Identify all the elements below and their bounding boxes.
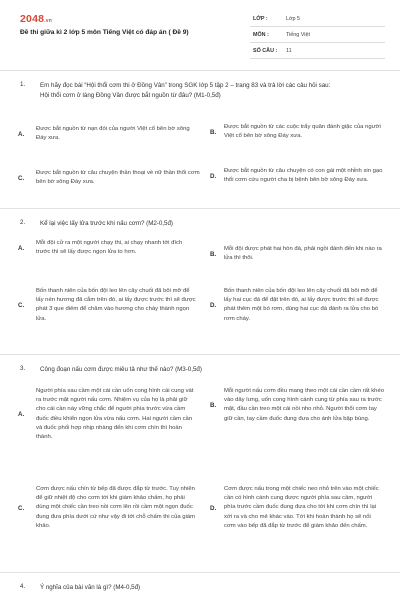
question-text: Kể lại việc lấy lửa trước khi nấu cơm? (M2-0,5đ) — [40, 220, 173, 227]
option-letter: D. — [210, 172, 217, 180]
exam-info-table — [250, 11, 385, 59]
question-2 — [0, 208, 400, 354]
question-number: 2. — [20, 219, 26, 226]
option-b[interactable] — [210, 123, 395, 141]
question-3 — [0, 354, 400, 572]
question-1 — [0, 70, 400, 208]
document-title: Đề thi giữa kì 2 lớp 5 môn Tiếng Việt có đáp án ( Đề 9) — [20, 29, 189, 36]
option-letter: C. — [18, 301, 25, 309]
option-text: Mỗi đội được phát hai hòn đá, phải ngồi đánh đến khi nào ra lửa thì thôi. — [224, 246, 382, 262]
option-a[interactable] — [0, 387, 210, 442]
option-letter: B. — [210, 250, 217, 258]
option-text: Được bắt nguồn từ các cuộc trẩy quân đánh giặc của người Việt cổ bên bờ sông Đáy xưa. — [224, 124, 381, 140]
option-d[interactable] — [210, 485, 395, 531]
option-text: Bốn thanh niên của bốn đội leo lên cây chuối đã bôi mỡ để lấy hai cục đá để đặt trên đó, ai lấy được trước thì sẽ được phát thêm một bó rơm, dùng hai cục đá đánh ra lửa cho bó rơm cháy. — [224, 288, 379, 322]
info-value: 11 — [286, 47, 292, 54]
question-header — [20, 219, 385, 229]
option-letter: A. — [18, 130, 25, 138]
option-c[interactable] — [0, 287, 210, 324]
question-4 — [0, 572, 400, 600]
option-text: Được bắt nguồn từ câu chuyện thần thoại về nữ thần thổi cơm bên bờ sông Đáy xưa. — [36, 170, 200, 186]
question-text: Công đoạn nấu cơm được miêu tả như thế nào? (M3-0,5đ) — [40, 366, 202, 373]
info-row-count — [250, 43, 385, 59]
option-c[interactable] — [0, 169, 210, 187]
option-text: Được bắt nguồn từ nạn đói của người Việt cổ bên bờ sông Đáy xưa. — [36, 126, 190, 142]
info-key: MÔN : — [253, 31, 269, 38]
question-text: Ý nghĩa của bài văn là gì? (M4-0,5đ) — [40, 584, 141, 591]
info-key: SỐ CÂU : — [253, 47, 278, 54]
option-text: Người phía sau cầm một cái cần uốn cong hình cái cung vát ra trước mặt người nấu cơm. Nhiệm vụ của họ là phải giữ cho cái cần này vững chắc để người phía trước vừa cầm đuốc điều khiển ngọn lửa vừa nấu cơm. Hai người cầm cần và đuốc phối hợp nhịp nhàng đến khi cơm chín thì hoàn thành. — [36, 388, 194, 441]
option-text: Mỗi người nấu cơm đều mang theo một cái cần cầm rất khéo vào dây lưng, uốn cong hình cánh cung từ phía sau ra trước mặt, đầu cần treo một cái nồi nho nhỏ. Người thổi cơm tay giữ cần, tay cầm đuốc đung đưa cho ánh lửa bập bùng. — [224, 388, 384, 422]
question-header — [20, 583, 385, 593]
option-letter: B. — [210, 401, 217, 409]
option-letter: C. — [18, 174, 25, 182]
option-text: Được bắt nguồn từ câu chuyện có con gái một nhỉnh xin gạo thổi cơm cứu người cha bị bệnh bên bờ sông Đáy xưa. — [224, 168, 383, 184]
info-key: LỚP : — [253, 15, 268, 22]
info-row-grade — [250, 11, 385, 27]
option-letter: A. — [18, 244, 25, 252]
option-letter: D. — [210, 504, 217, 512]
option-text: Cơm được nấu chín từ bếp đã được đắp từ trước. Tuy nhiên để giữ nhiệt độ cho cơm tới khi giám khảo chấm, họ phải dùng một chiếc cần treo nồi cơm lên rồi cầm một ngọn đuốc đung đưa phía dưới cứ như vậy đi tới chỗ chấm thi của giám khảo. — [36, 486, 196, 529]
option-text: Cơm được nấu trong một chiếc neo nhỏ trên vào một chiếc cần có hình cánh cung được người phía sau cầm, người phía trước cầm đuốc đung đưa cho tới khi cơm chín thì lại xới ra và cho mẻ khác vào. Tới khi hoàn thành họ sẽ nối cơm vào bếp đã đắp từ trước để giám khảo đến chấm. — [224, 486, 379, 529]
option-b[interactable] — [210, 387, 395, 424]
option-letter: A. — [18, 411, 25, 419]
option-a[interactable] — [0, 239, 210, 257]
option-d[interactable] — [210, 167, 395, 185]
info-value: Lớp 5 — [286, 15, 301, 22]
question-text: Em hãy đọc bài “Hội thổi cơm thi ở Đồng Vân” trong SGK lớp 5 tập 2 – trang 83 và trả lời các câu hỏi sau: Hội thổi cơm ở làng Đồng Vân được bắt nguồn từ đâu? (M1-0,5đ) — [40, 82, 331, 99]
question-number: 1. — [20, 81, 26, 88]
option-letter: D. — [210, 301, 217, 309]
info-value: Tiếng Việt — [286, 31, 310, 38]
site-logo[interactable] — [20, 13, 52, 25]
question-header — [20, 81, 385, 100]
option-letter: C. — [18, 504, 25, 512]
logo-text: 2048 — [20, 13, 45, 25]
question-header — [20, 365, 385, 375]
option-a[interactable] — [0, 125, 210, 143]
option-text: Mỗi đội cử ra một người chạy thi, ai chạy nhanh tới đích trước thì sẽ lấy được ngọn lửa to hơn. — [36, 240, 183, 256]
page-header — [0, 0, 400, 64]
question-number: 3. — [20, 365, 26, 372]
question-number: 4. — [20, 583, 26, 590]
logo-tld: .vn — [44, 18, 52, 24]
option-letter: B. — [210, 128, 217, 136]
info-row-subject — [250, 27, 385, 43]
option-d[interactable] — [210, 287, 395, 324]
option-c[interactable] — [0, 485, 210, 531]
option-b[interactable] — [210, 245, 395, 263]
option-text: Bốn thanh niên của bốn đội leo lên cây chuối đã bôi mỡ để lấy nén hương đã cắm trên đó, ai lấy được trước thì sẽ được phát 3 que diêm để châm vào hương cho cháy thành ngọn lửa. — [36, 288, 196, 322]
